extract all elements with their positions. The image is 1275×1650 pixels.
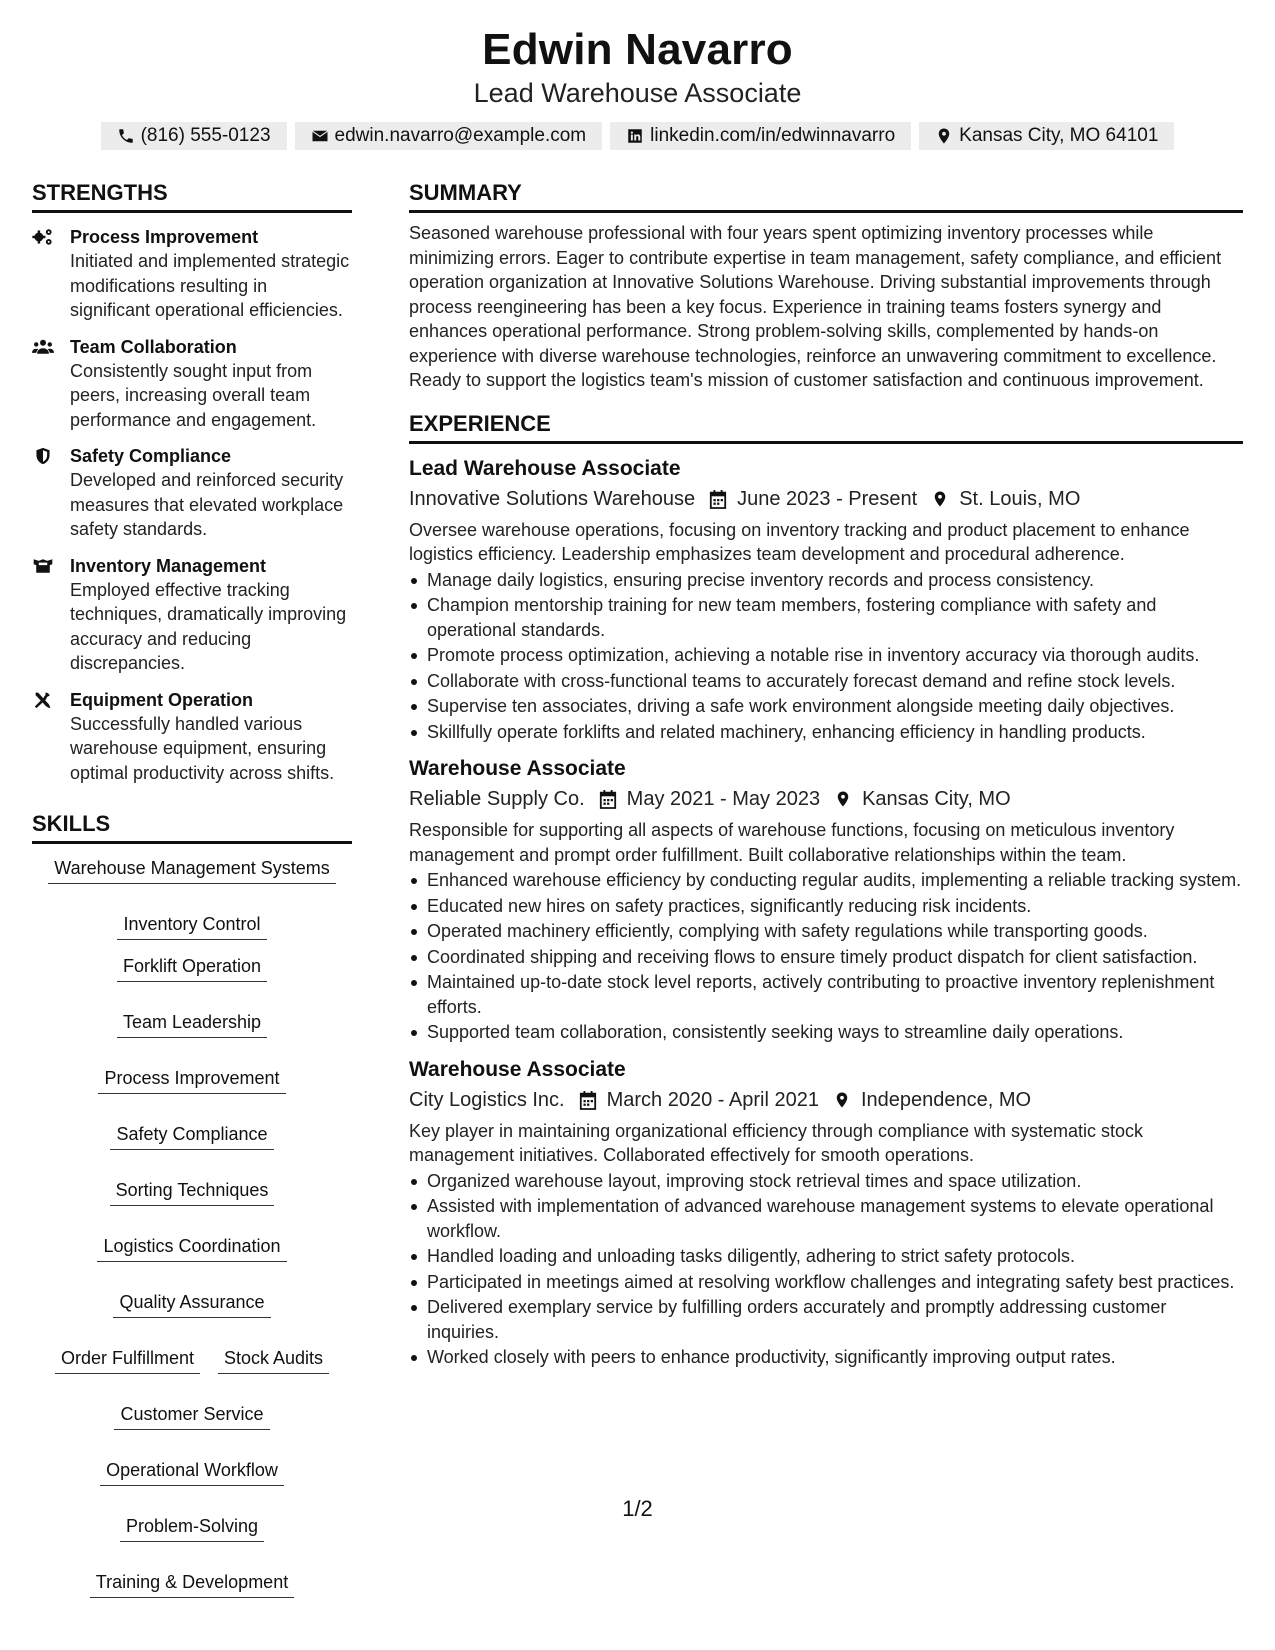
- strength-desc: Successfully handled various warehouse equipment, ensuring optimal productivity across shifts.: [70, 713, 335, 783]
- right-column: [409, 178, 1243, 1598]
- shield-icon: [32, 447, 54, 465]
- job-bullets: [409, 568, 1243, 745]
- job-entry: [409, 754, 1243, 1045]
- skills-list: [32, 856, 352, 1598]
- skill-tag: Warehouse Management Systems: [48, 856, 335, 884]
- linkedin-icon: [626, 127, 644, 145]
- skill-tag: Training & Development: [90, 1570, 294, 1598]
- skill-tag: Process Improvement: [98, 1066, 285, 1094]
- job-title: Warehouse Associate: [409, 1057, 626, 1081]
- strength-item: [32, 688, 352, 786]
- bullet-item: Supported team collaboration, consistently seeking ways to streamline daily operations.: [409, 1020, 1243, 1045]
- contact-linkedin[interactable]: [610, 122, 911, 150]
- bullet-item: Handled loading and unloading tasks diligently, adhering to strict safety protocols.: [409, 1244, 1243, 1269]
- job-entry: [409, 1055, 1243, 1370]
- job-location: Kansas City, MO: [862, 788, 1011, 810]
- job-bullets: [409, 868, 1243, 1045]
- gears-icon: [32, 228, 54, 246]
- contact-phone-text: (816) 555-0123: [140, 125, 271, 146]
- strength-desc: Consistently sought input from peers, increasing overall team performance and engagement.: [70, 360, 317, 430]
- calendar-icon: [599, 789, 617, 809]
- strength-item: [32, 554, 352, 676]
- skill-tag: Order Fulfillment: [55, 1346, 200, 1374]
- contact-email[interactable]: [295, 122, 603, 150]
- job-dates: March 2020 - April 2021: [606, 1088, 819, 1111]
- strength-item: [32, 444, 352, 542]
- contact-linkedin-text: linkedin.com/in/edwinnavarro: [650, 125, 896, 146]
- skill-tag: Problem-Solving: [120, 1514, 264, 1542]
- candidate-name: Edwin Navarro: [482, 25, 793, 74]
- job-company: City Logistics Inc.: [409, 1088, 565, 1111]
- bullet-item: Champion mentorship training for new team members, fostering compliance with safety and operational standards.: [409, 593, 1243, 642]
- bullet-item: Collaborate with cross-functional teams to accurately forecast demand and refine stock levels.: [409, 669, 1243, 694]
- job-company: Reliable Supply Co.: [409, 788, 585, 810]
- skill-tag: Stock Audits: [218, 1346, 329, 1374]
- job-description: Key player in maintaining organizational efficiency through compliance with systematic stock management initiatives. Collaborated effectively for smooth operations.: [409, 1120, 1144, 1165]
- strength-title: Process Improvement: [70, 227, 259, 247]
- resume-header: [0, 0, 1275, 150]
- skill-tag: Quality Assurance: [113, 1290, 270, 1318]
- contact-email-text: edwin.navarro@example.com: [334, 125, 587, 146]
- envelope-icon: [311, 127, 329, 145]
- calendar-icon: [709, 489, 727, 509]
- job-title: Lead Warehouse Associate: [409, 456, 681, 480]
- contact-location-text: Kansas City, MO 64101: [959, 125, 1159, 146]
- phone-icon: [117, 127, 135, 145]
- job-company: Innovative Solutions Warehouse: [409, 487, 696, 510]
- bullet-item: Supervise ten associates, driving a safe work environment alongside meeting daily objectives.: [409, 694, 1243, 719]
- bullet-item: Delivered exemplary service by fulfilling orders accurately and promptly addressing customer inquiries.: [409, 1295, 1243, 1344]
- skill-tag: Operational Workflow: [100, 1458, 284, 1486]
- bullet-item: Promote process optimization, achieving a notable rise in inventory accuracy via thorough audits.: [409, 643, 1243, 668]
- skill-tag: Logistics Coordination: [97, 1234, 286, 1262]
- experience-heading: EXPERIENCE: [409, 409, 1243, 444]
- strength-desc: Employed effective tracking techniques, dramatically improving accuracy and reducing discrepancies.: [70, 579, 347, 673]
- strength-title: Team Collaboration: [70, 336, 237, 357]
- strength-item: [32, 225, 352, 323]
- contact-location: [919, 122, 1174, 150]
- bullet-item: Enhanced warehouse efficiency by conducting regular audits, implementing a reliable tracking system.: [409, 868, 1243, 893]
- summary-text: Seasoned warehouse professional with four years spent optimizing inventory processes while minimizing errors. Eager to contribute expertise in team management, safety compliance, and efficient operation organization at Innovative Solutions Warehouse. Driving substantial improvements through process reengineering has been a key focus. Experience in training teams fosters synergy and enhances operational performance. Strong problem-solving skills, complemented by hands-on experience with diverse warehouse technologies, reinforce an unwavering commitment to excellence. Ready to support the logistics team's mission of customer satisfaction and continuous improvement.: [409, 223, 1222, 390]
- resume-body: [32, 178, 1243, 1598]
- job-entry: [409, 454, 1243, 745]
- map-pin-icon: [833, 1090, 851, 1110]
- job-description: Oversee warehouse operations, focusing on inventory tracking and product placement to enhance logistics efficiency. Leadership emphasizes team development and procedural adherence.: [409, 519, 1190, 564]
- bullet-item: Maintained up-to-date stock level reports, actively contributing to proactive inventory replenishment efforts.: [409, 970, 1243, 1019]
- strength-desc: Initiated and implemented strategic modifications resulting in significant operational efficiencies.: [70, 251, 350, 320]
- strength-title: Inventory Management: [70, 555, 267, 576]
- skill-tag: Sorting Techniques: [110, 1178, 275, 1206]
- bullet-item: Participated in meetings aimed at resolving workflow challenges and integrating safety best practices.: [409, 1270, 1243, 1295]
- contact-phone[interactable]: [101, 122, 287, 150]
- strength-title: Equipment Operation: [70, 689, 254, 710]
- strength-desc: Developed and reinforced security measures that elevated workplace safety standards.: [70, 470, 344, 539]
- skill-tag: Safety Compliance: [110, 1122, 273, 1150]
- users-icon: [32, 338, 54, 356]
- strength-title: Safety Compliance: [70, 446, 232, 466]
- strengths-heading: STRENGTHS: [32, 178, 352, 213]
- boxes-icon: [32, 557, 54, 575]
- job-meta: [409, 484, 1243, 514]
- skill-tag: Customer Service: [114, 1402, 269, 1430]
- job-location: Independence, MO: [860, 1088, 1032, 1111]
- page-number: 1/2: [622, 1496, 653, 1521]
- job-meta: [409, 784, 1243, 814]
- map-pin-icon: [931, 489, 949, 509]
- job-bullets: [409, 1169, 1243, 1370]
- bullet-item: Organized warehouse layout, improving stock retrieval times and space utilization.: [409, 1169, 1243, 1194]
- candidate-title: Lead Warehouse Associate: [473, 78, 802, 108]
- bullet-item: Assisted with implementation of advanced warehouse management systems to elevate operational workflow.: [409, 1194, 1243, 1243]
- summary-heading: SUMMARY: [409, 178, 1243, 213]
- job-location: St. Louis, MO: [959, 487, 1081, 510]
- tools-icon: [32, 691, 54, 709]
- job-meta: [409, 1085, 1243, 1115]
- job-dates: June 2023 - Present: [737, 487, 918, 510]
- strength-item: [32, 335, 352, 433]
- bullet-item: Coordinated shipping and receiving flows to ensure timely product dispatch for client satisfaction.: [409, 945, 1243, 970]
- job-description: Responsible for supporting all aspects of warehouse functions, focusing on meticulous inventory management and prompt order fulfillment. Built collaborative relationships within the team.: [409, 820, 1175, 865]
- skill-tag: Forklift Operation: [117, 954, 267, 982]
- bullet-item: Skillfully operate forklifts and related machinery, enhancing efficiency in handling products.: [409, 720, 1243, 745]
- skill-tag: Team Leadership: [117, 1010, 267, 1038]
- map-pin-icon: [935, 127, 953, 145]
- calendar-icon: [579, 1090, 597, 1110]
- bullet-item: Worked closely with peers to enhance productivity, significantly improving output rates.: [409, 1345, 1243, 1370]
- job-dates: May 2021 - May 2023: [626, 788, 821, 810]
- bullet-item: Manage daily logistics, ensuring precise inventory records and process consistency.: [409, 568, 1243, 593]
- bullet-item: Operated machinery efficiently, complying with safety regulations while transporting goods.: [409, 919, 1243, 944]
- skill-tag: Inventory Control: [117, 912, 266, 940]
- map-pin-icon: [834, 789, 852, 809]
- contact-bar: [0, 122, 1275, 150]
- job-title: Warehouse Associate: [409, 757, 626, 780]
- skills-heading: SKILLS: [32, 809, 352, 844]
- bullet-item: Educated new hires on safety practices, significantly reducing risk incidents.: [409, 894, 1243, 919]
- left-column: [32, 178, 352, 1598]
